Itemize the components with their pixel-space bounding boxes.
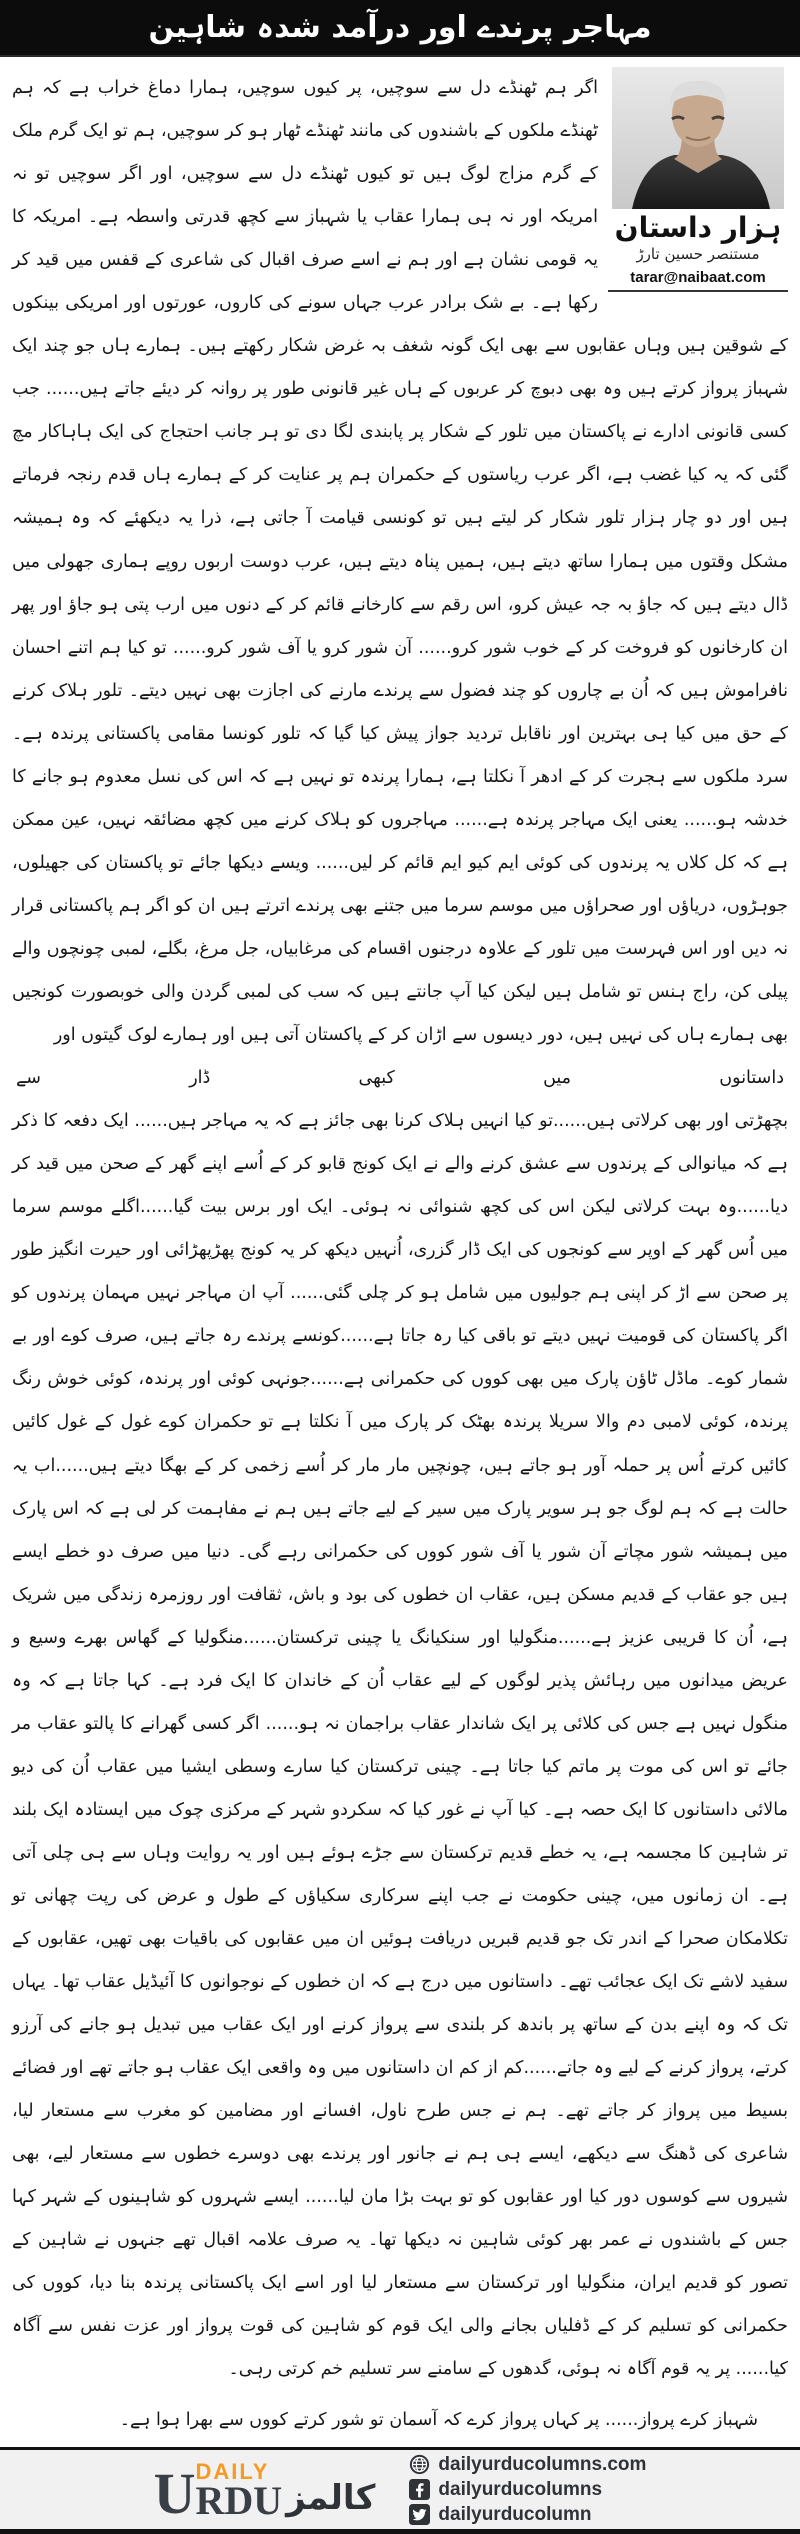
- facebook-icon: [409, 2479, 430, 2500]
- logo-kalmain-urdu: کالمز: [286, 2477, 376, 2518]
- social-link-label: dailyurducolumns: [438, 2478, 603, 2500]
- article-body: [0, 57, 800, 2447]
- closing-line: شہباز کرے پرواز...... پر کہاں پرواز کرے کہ آسمان تو شور کرتے کووں سے بھرا ہوا ہے۔: [119, 2409, 758, 2430]
- page-title: مہاجر پرندے اور درآمد شدہ شاہین: [148, 10, 652, 45]
- logo-daily-label: DAILY: [195, 2458, 270, 2484]
- author-box: [608, 67, 788, 292]
- author-email-link[interactable]: tarar@naibaat.com: [608, 266, 788, 292]
- stretched-word: سے: [16, 1068, 41, 1089]
- twitter-icon: [409, 2504, 430, 2525]
- author-photo: [612, 67, 784, 209]
- article-paragraph-1: اگر ہم ٹھنڈے دل سے سوچیں، پر کیوں سوچیں، ہمارا دماغ خراب ہے کہ ہم ٹھنڈے ملکوں کے باشندوں کی مانند ٹھنڈے ٹھار ہو کر سوچیں، ہم تو ایک گرم ملک کے گرم مزاج لوگ ہیں تو کیوں ٹھنڈے دل سے سوچیں، اور اگر سوچیں تو نہ امریکہ اور نہ ہی ہمارا عقاب یا شہباز سے کچھ قدرتی واسطہ ہے۔ امریکہ کا یہ قومی نشان ہے اور ہم نے اسے صرف اقبال کی شاعری کے قفس میں قید کر رکھا ہے۔ بے شک برادر عرب جہاں سونے کی کاروں، عورتوں اور امریکی بینکوں کے شوقین ہیں وہاں عقابوں سے بھی ایک گونہ شغف بہ غرض شکار رکھتے ہیں۔ ہمارے ہاں جو چند ایک شہباز پرواز کرتے ہیں وہ بھی دبوچ کر عربوں کے ہاں غیر قانونی طور پر روانہ کر دیئے جاتے ہیں...... جب کسی قانونی ادارے نے پاکستان میں تلور کے شکار پر پابندی لگا دی تو ہر جانب احتجاج کی ایک ہاہاکار مچ گئی کہ یہ کیا غضب ہے، اگر عرب ریاستوں کے حکمران ہم پر عنایت کر کے ہمارے ہاں قدم رنجہ فرماتے ہیں اور دو چار ہزار تلور شکار کر لیتے ہیں تو کونسی قیامت آ جاتی ہے، ذرا یہ دیکھئے کہ وہ ہمیشہ مشکل وقتوں میں ہمارا ساتھ دیتے ہیں، ہمیں پناہ دیتے ہیں، عرب دوست اربوں روپے ہماری جھولی میں ڈال دیتے ہیں کہ جاؤ بہ جہ عیش کرو، اس رقم سے کارخانے قائم کر کے دنوں میں ارب پتی ہو جاؤ اور پھر ان کارخانوں کو فروخت کر کے خوب شور کرو...... آن شور کرو یا آف شور کرو...... تو کیا ہم اتنے احسان نافراموش ہیں کہ اُن بے چاروں کو چند فضول سے پرندے مارنے کی اجازت بھی نہیں دیتے۔ تلور ہلاک کرنے کے حق میں کیا ہی بہترین اور ناقابل تردید جواز پیش کیا گیا کہ تلور کونسا مقامی پاکستانی پرندہ ہے۔ سرد ملکوں سے ہجرت کر کے ادھر آ نکلتا ہے، ہمارا پرندہ تو نہیں ہے کہ اس کی نسل معدوم ہو جانے کا خدشہ ہو...... یعنی ایک مہاجر پرندہ ہے...... مہاجروں کو ہلاک کرنے میں کچھ مضائقہ نہیں، عین ممکن ہے کہ کل کلاں یہ پرندوں کی کوئی ایم کیو ایم قائم کر لیں...... ویسے دیکھا جائے تو پاکستان کی جھیلوں، جوہڑوں، دریاؤں اور صحراؤں میں موسم سرما میں جتنے بھی پرندے اترتے ہیں ان کو اگر ہم پاکستانی قرار نہ دیں اور اس فہرست میں تلور کے علاوہ درجنوں اقسام کی مرغابیاں، جل مرغ، بگلے، لمبی چونچوں والے پیلی کن، راج ہنس تو شامل ہیں لیکن کیا آپ جانتے ہیں کہ سب کی لمبی گردن والی خوبصورت کونجیں بھی ہمارے ہاں کی نہیں ہیں، دور دیسوں سے اڑان کر کے پاکستان آتی ہیں اور ہمارے لوک گیتوں اور: [12, 78, 788, 1046]
- stretched-word: کبھی: [358, 1068, 395, 1089]
- stretched-justified-line: [12, 1057, 788, 1100]
- logo-letter-u: U: [153, 2461, 196, 2527]
- logo-rdu-label: RDU: [195, 2477, 283, 2523]
- footer-bar: [0, 2447, 800, 2534]
- stretched-word: داستانوں: [719, 1068, 784, 1089]
- site-logo: [153, 2458, 376, 2527]
- title-bar: [0, 0, 800, 57]
- social-link-label: dailyurducolumns.com: [438, 2453, 647, 2475]
- social-link-twitter[interactable]: [409, 2504, 646, 2526]
- logo-latin: [153, 2458, 283, 2527]
- author-name: مستنصر حسین تارڑ: [636, 245, 760, 263]
- social-link-website[interactable]: [409, 2454, 646, 2476]
- column-title: ہزار داستان: [614, 211, 782, 244]
- globe-icon: [409, 2454, 430, 2475]
- social-link-label: dailyurducolumn: [438, 2503, 592, 2525]
- stretched-word: میں: [543, 1068, 572, 1089]
- stretched-word: ڈار: [189, 1068, 211, 1089]
- social-link-facebook[interactable]: [409, 2479, 646, 2501]
- social-list: [409, 2454, 646, 2526]
- article-paragraph-2: بچھڑتی اور بھی کرلاتی ہیں......تو کیا انہیں ہلاک کرنا بھی جائز ہے کہ یہ مہاجر ہیں...... ایک دفعہ کا ذکر ہے کہ میانوالی کے پرندوں سے عشق کرنے والے نے ایک کونج قابو کر کے اُسے اپنے گھر کے صحن میں قید کر دیا......وہ بہت کرلاتی لیکن اس کی کچھ شنوائی نہ ہوئی۔ ایک اور برس بیت گیا......اگلے موسم سرما میں اُس گھر کے اوپر سے کونجوں کی ایک ڈار گزری، اُنہیں دیکھ کر یہ کونج پھڑپھڑائی اور حیرت انگیز طور پر صحن سے اڑ کر اپنی ہم جولیوں میں شامل ہو کر چلی گئی...... آپ ان مہاجر نہیں مہمان پرندوں کو اگر پاکستان کی قومیت نہیں دیتے تو باقی کیا رہ جاتا ہے......کونسے پرندے رہ جاتے ہیں، صرف کوے اور بے شمار کوے۔ ماڈل ٹاؤن پارک میں بھی کووں کی حکمرانی ہے......جونہی کوئی اور پرندہ، کوئی خوش رنگ پرندہ، کوئی لامبی دم والا سریلا پرندہ بھٹک کر پارک میں آ نکلتا ہے تو حکمران کوے غول کے غول کائیں کائیں کرتے اُس پر حملہ آور ہو جاتے ہیں، چونچیں مار مار کر اُسے زخمی کر کے بھگا دیتے ہیں......اب یہ حالت ہے کہ ہم لوگ جو ہر سویر پارک میں سیر کے لیے جاتے ہیں ہم نے مفاہمت کر لی ہے کہ اس پارک میں ہمیشہ شور مچاتے آن شور یا آف شور کووں کی حکمرانی رہے گی۔ دنیا میں صرف دو خطے ایسے ہیں جو عقاب کے قدیم مسکن ہیں، عقاب ان خطوں کی بود و باش، ثقافت اور روزمرہ زندگی میں شریک ہے، اُن کا قریبی عزیز ہے......منگولیا اور سنکیانگ یا چینی ترکستان......منگولیا کے گھاس بھرے وسیع و عریض میدانوں میں رہائش پذیر لوگوں کے لیے عقاب اُن کے خاندان کا ایک فرد ہے۔ کہا جاتا ہے کہ وہ منگول نہیں ہے جس کی کلائی پر ایک شاندار عقاب براجمان نہ ہو...... اگر کسی گھرانے کا پالتو عقاب مر جائے تو اس کی موت پر ماتم کیا جاتا ہے۔ چینی ترکستان کیا سارے وسطی ایشیا میں عقاب اُن کی دیو مالائی داستانوں کا ایک حصہ ہے۔ کیا آپ نے غور کیا کہ سکردو شہر کے مرکزی چوک میں ایستادہ ایک بلند تر شاہین کا مجسمہ ہے، یہ خطے قدیم ترکستان سے جڑے ہوئے ہیں اور یہ روایت وہاں سے ہی چلی آتی ہے۔ ان زمانوں میں، چینی حکومت نے جب اپنے سرکاری سکیاؤں کے طول و عرض کی رپت چھانی تو تکلامکان صحرا کے اندر تک جو قدیم قبریں دریافت ہوئیں ان میں عقابوں کی باقیات بھی تھیں، عقابوں کے سفید لاشے تک ایک عجائب تھے۔ داستانوں میں درج ہے کہ ان خطوں کے نوجوانوں کا آئیڈیل عقاب تھا۔ یہاں تک کہ وہ اپنے بدن کے ساتھ پر باندھ کر بلندی سے پرواز کرنے اور ایک عقاب میں تبدیل ہو جانے کی آرزو کرتے، پرواز کرنے کے لیے وہ جاتے......کم از کم ان داستانوں میں وہ واقعی ایک عقاب ہو جاتے تھے اور فضائے بسیط میں پرواز کر جاتے تھے۔ ہم نے جس طرح ناول، افسانے اور مضامین کو مغرب سے مستعار لیا، شاعری کی ڈھنگ سے دیکھے، ایسے ہی ہم نے جانور اور پرندے بھی دوسرے خطوں سے مستعار لیے، بھی شیروں سے کوسوں دور کیا اور عقابوں کو تو بہت بڑا مان لیا...... ایسے شہروں کو شاہینوں کے شہر کہا جس کے باشندوں نے عمر بھر کوئی شاہین نہ دیکھا تھا۔ یہ صرف علامہ اقبال تھے جنہوں نے شاہین کے تصور کو قدیم ایران، منگولیا اور ترکستان سے مستعار لیا اور اسے ایک پاکستانی پرندہ بنا دیا، کووں کی حکمرانی کو تسلیم کر کے ڈفلیاں بجانے والی ایک قوم کو شاہین کی قوت پرواز اور عزت نفس سے آگاہ کیا...... پر یہ قوم آگاہ نہ ہوئی، گدھوں کے سامنے سر تسلیم خم کرتی رہی۔: [12, 1111, 788, 2380]
